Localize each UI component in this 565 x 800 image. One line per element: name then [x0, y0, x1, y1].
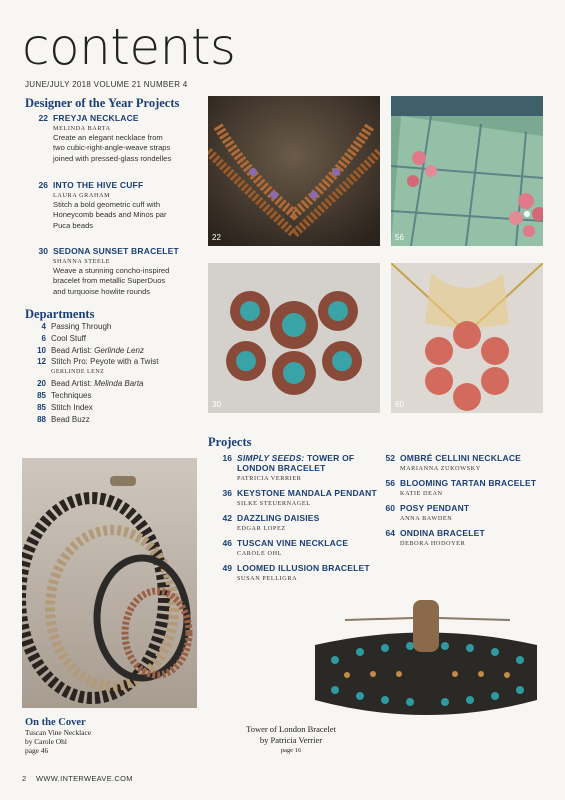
- entry-title: SEDONA SUNSET BRACELET: [53, 246, 179, 256]
- page-footer: [22, 774, 133, 783]
- footer-website: WWW.INTERWEAVE.COM: [36, 774, 133, 783]
- department-item[interactable]: 85 Stitch Index: [37, 402, 93, 412]
- department-item[interactable]: 85 Techniques: [37, 390, 92, 400]
- photo-page-number: 56: [395, 233, 404, 242]
- project-author: MARIANNA ZUKOWSKY: [400, 465, 481, 472]
- department-item[interactable]: 20 Bead Artist: Melinda Barta: [37, 379, 144, 389]
- entry-description: Stitch a bold geometric cuff with Honeycomb beads and Minos par Puca beads: [53, 200, 167, 230]
- project-author: ANNA BAWDEN: [400, 515, 453, 522]
- project-author: CAROLE OHL: [237, 550, 283, 557]
- tower-bracelet-photo[interactable]: [305, 590, 548, 740]
- project-entry[interactable]: 56 BLOOMING TARTAN BRACELET KATIE DEAN: [369, 478, 541, 497]
- entry-author: SHANNA STEELE: [53, 258, 111, 265]
- project-entry[interactable]: 42 DAZZLING DAISIES EDGAR LOPEZ: [206, 513, 378, 532]
- project-entry[interactable]: 36 KEYSTONE MANDALA PENDANT SILKE STEUERNAGEL: [222, 488, 377, 507]
- project-author: PATRICIA VERRIER: [237, 475, 302, 482]
- department-item[interactable]: 88 Bead Buzz: [37, 414, 90, 424]
- tower-caption: Tower of London Bracelet by Patricia Verrier page 16: [246, 724, 336, 754]
- project-author: SUSAN PELLIGRA: [237, 575, 298, 582]
- photo-page-number: 22: [212, 233, 221, 242]
- department-item[interactable]: 12 Stitch Pro: Peyote with a Twist: [37, 357, 159, 367]
- entry-page-number: 30: [38, 246, 48, 256]
- entry-author: LAURA GRAHAM: [53, 192, 111, 199]
- project-author: SILKE STEUERNAGEL: [237, 500, 311, 507]
- department-item[interactable]: 4 Passing Through: [41, 322, 112, 331]
- project-entry[interactable]: 16 SIMPLY SEEDS: TOWER OF LONDON BRACELET PATRICIA VERRIER: [206, 453, 378, 482]
- photo-page-number: 60: [395, 400, 404, 409]
- project-entry[interactable]: 49 LOOMED ILLUSION BRACELET SUSAN PELLIGRA: [206, 563, 378, 582]
- entry-author: MELINDA BARTA: [53, 125, 111, 132]
- blooming-tartan-photo[interactable]: [391, 96, 543, 246]
- freyja-necklace-photo[interactable]: [208, 96, 380, 246]
- entry-title: FREYJA NECKLACE: [53, 113, 139, 123]
- project-entry[interactable]: 46 TUSCAN VINE NECKLACE CAROLE OHL: [206, 538, 378, 557]
- projects-heading: Projects: [208, 435, 252, 449]
- entry-description: Create an elegant necklace from two cubic-right-angle-weave straps joined with pressed-glass rondelles: [53, 133, 172, 163]
- cover-heading: On the Cover: [25, 717, 86, 728]
- department-author: GERLINDE LENZ: [51, 369, 105, 376]
- issue-line: JUNE/JULY 2018 VOLUME 21 NUMBER 4: [25, 80, 188, 89]
- project-author: KATIE DEAN: [400, 490, 443, 497]
- designer-entry[interactable]: [22, 113, 192, 164]
- project-entry[interactable]: 60 POSY PENDANT ANNA BAWDEN: [369, 503, 541, 522]
- posy-pendant-photo[interactable]: [391, 263, 543, 413]
- designer-entry[interactable]: [22, 180, 192, 231]
- entry-page-number: 26: [38, 180, 48, 190]
- entry-title: INTO THE HIVE CUFF: [53, 180, 144, 190]
- departments-list: [22, 322, 202, 426]
- cover-caption: On the Cover Tuscan Vine Necklace by Carole Ohl page 46: [25, 717, 92, 755]
- project-author: EDGAR LOPEZ: [237, 525, 286, 532]
- photo-page-number: 30: [212, 400, 221, 409]
- designer-entry[interactable]: [22, 246, 192, 297]
- designer-heading: Designer of the Year Projects: [25, 96, 180, 110]
- footer-page-number: 2: [22, 774, 27, 783]
- departments-heading: Departments: [25, 307, 95, 321]
- project-entry[interactable]: 52 OMBRÉ CELLINI NECKLACE MARIANNA ZUKOWSKY: [369, 453, 541, 472]
- entry-description: Weave a stunning concho-inspired bracelet from metallic SuperDuos and turquoise howlite rounds: [53, 266, 170, 296]
- project-entry[interactable]: 64 ONDINA BRACELET DEBORA HODOYER: [369, 528, 541, 547]
- sedona-bracelet-photo[interactable]: [208, 263, 380, 413]
- entry-page-number: 22: [38, 113, 48, 123]
- page-title: contents: [22, 18, 236, 76]
- cover-photo[interactable]: [22, 458, 197, 708]
- department-item[interactable]: 6 Cool Stuff: [41, 333, 86, 343]
- department-item[interactable]: 10 Bead Artist: Gerlinde Lenz: [37, 345, 144, 355]
- project-author: DEBORA HODOYER: [400, 540, 466, 547]
